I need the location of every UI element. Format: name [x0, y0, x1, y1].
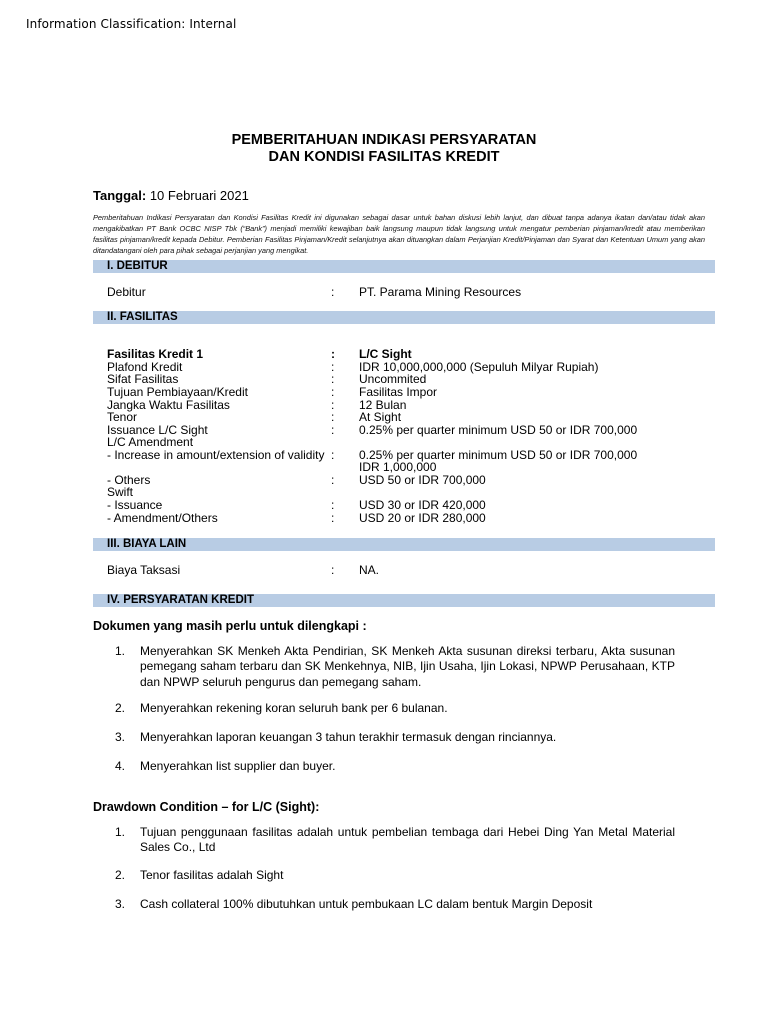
colon: :: [331, 423, 335, 437]
facility-value: At Sight: [359, 410, 402, 424]
date-line: [93, 188, 249, 203]
section-header-debitur: I. DEBITUR: [93, 260, 715, 273]
facility-label: Swift: [107, 485, 134, 499]
facility-value: IDR 10,000,000,000 (Sepuluh Milyar Rupiah): [359, 360, 599, 374]
facility-label: Tujuan Pembiayaan/Kredit: [107, 385, 248, 399]
facility-value: USD 30 or IDR 420,000: [359, 498, 486, 512]
facility-value: IDR 1,000,000: [359, 460, 437, 474]
debitur-label: Debitur: [107, 285, 146, 299]
facility-label: L/C Amendment: [107, 435, 194, 449]
facility-label: Fasilitas Kredit 1: [107, 347, 204, 361]
biaya-value: NA.: [359, 563, 380, 577]
facility-value: 12 Bulan: [359, 398, 407, 412]
facility-value: USD 20 or IDR 280,000: [359, 511, 486, 525]
facility-label: - Increase in amount/extension of validity: [107, 448, 325, 462]
section-header-biaya-lain: III. BIAYA LAIN: [93, 538, 715, 551]
document-title: [0, 132, 768, 166]
facility-label: - Amendment/Others: [107, 511, 218, 525]
facility-label: Plafond Kredit: [107, 360, 183, 374]
facility-value: USD 50 or IDR 700,000: [359, 473, 486, 487]
section-header-fasilitas: II. FASILITAS: [93, 311, 715, 324]
biaya-label: Biaya Taksasi: [107, 563, 181, 577]
facility-value: Uncommited: [359, 372, 427, 386]
colon: :: [331, 385, 335, 399]
colon: :: [331, 498, 335, 512]
biaya-row: [107, 564, 717, 577]
section-header-persyaratan: IV. PERSYARATAN KREDIT: [93, 594, 715, 607]
title-line-2: DAN KONDISI FASILITAS KREDIT: [268, 149, 500, 165]
facility-label: - Others: [107, 473, 151, 487]
facility-label: Jangka Waktu Fasilitas: [107, 398, 230, 412]
facility-label: Tenor: [107, 410, 138, 424]
facility-label: - Issuance: [107, 498, 163, 512]
colon: :: [331, 398, 335, 412]
colon: :: [331, 448, 335, 462]
debitur-value: PT. Parama Mining Resources: [359, 285, 522, 299]
facility-value: 0.25% per quarter minimum USD 50 or IDR 700,000: [359, 423, 638, 437]
colon: :: [331, 347, 335, 361]
colon: :: [331, 285, 335, 299]
facility-label: Issuance L/C Sight: [107, 423, 208, 437]
facility-row: [107, 512, 717, 525]
colon: :: [331, 360, 335, 374]
colon: :: [331, 372, 335, 386]
facility-value: 0.25% per quarter minimum USD 50 or IDR 700,000: [359, 448, 638, 462]
colon: :: [331, 511, 335, 525]
date-label: Tanggal:: [93, 188, 147, 203]
facility-label: Sifat Fasilitas: [107, 372, 179, 386]
colon: :: [331, 410, 335, 424]
drawdown-heading: Drawdown Condition – for L/C (Sight):: [93, 800, 320, 814]
debitur-row: [107, 286, 717, 299]
colon: :: [331, 473, 335, 487]
facility-value: Fasilitas Impor: [359, 385, 438, 399]
title-line-1: PEMBERITAHUAN INDIKASI PERSYARATAN: [231, 132, 537, 148]
colon: :: [331, 563, 335, 577]
classification-label: Information Classification: Internal: [26, 17, 237, 31]
facility-value: L/C Sight: [359, 347, 412, 361]
intro-paragraph: Pemberitahuan Indikasi Persyaratan dan Kondisi Fasilitas Kredit ini digunakan sebagai dasar untuk bahan diskusi lebih lanjut, dan dibuat tanpa adanya ikatan dan/atau tidak akan mengakibatkan PT Bank OCBC NISP Tbk (“Bank”) menjadi memiliki kewajiban baik langsung maupun tidak langsung untuk mengatur pemberian pinjaman/kredit atau memberikan fasilitas pinjaman/kredit kepada Debitur. Pemberian Fasilitas Pinjaman/Kredit selanjutnya akan dituangkan dalam Perjanjian Kredit/Pinjaman dan Syarat dan Ketentuan Umum yang akan ditandatangani oleh para pihak sebagai perjanjian yang mengikat.: [93, 213, 705, 255]
dokumen-heading: Dokumen yang masih perlu untuk dilengkapi :: [93, 619, 367, 633]
date-value: 10 Februari 2021: [149, 188, 249, 203]
